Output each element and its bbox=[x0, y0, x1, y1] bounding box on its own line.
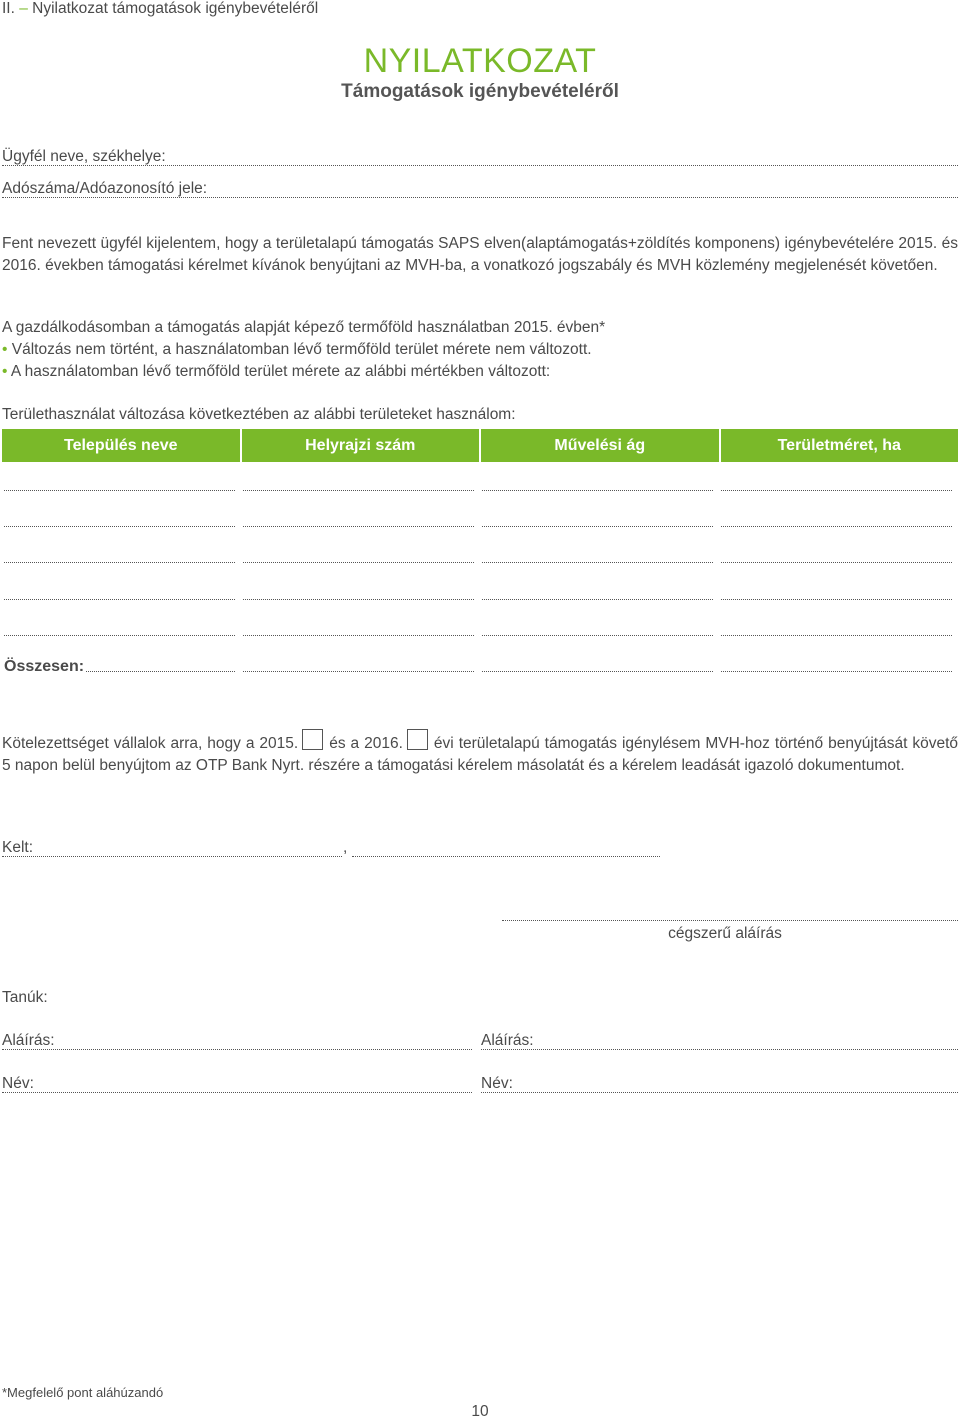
intro-paragraph: Fent nevezett ügyfél kijelentem, hogy a területalapú támogatás SAPS elven(alaptámogatás+zöldítés komponens) igénybevételére 2015. és 2016. években támogatási kérelmet kívánok benyújtani az MVH-ba, a vonatkozó jogszabály és MVH közlemény megjelenését követően. bbox=[2, 235, 958, 274]
client-name-label: Ügyfél neve, székhelye: bbox=[2, 148, 166, 165]
table-cell[interactable] bbox=[2, 656, 241, 676]
witnesses-label: Tanúk: bbox=[2, 989, 48, 1006]
usage-heading: A gazdálkodásomban a támogatás alapját képező termőföld használatban 2015. évben* bbox=[2, 319, 606, 336]
column-header-settlement: Település neve bbox=[2, 429, 242, 462]
table-row bbox=[2, 475, 958, 495]
column-header-parcel-number: Helyrajzi szám bbox=[242, 429, 482, 462]
kelt-separator: , bbox=[343, 839, 348, 856]
client-name-line bbox=[2, 165, 958, 166]
bullet-icon: • bbox=[2, 341, 8, 358]
company-signature-label: cégszerű aláírás bbox=[668, 925, 782, 942]
date-field[interactable] bbox=[352, 839, 660, 861]
witness1-signature-label: Aláírás: bbox=[2, 1032, 55, 1049]
table-cell[interactable] bbox=[480, 584, 719, 604]
page-number: 10 bbox=[471, 1403, 489, 1420]
usage-option-changed-text: A használatomban lévő termőföld terület mérete az alábbi mértékben változott: bbox=[10, 363, 551, 380]
table-row bbox=[2, 620, 958, 640]
table-cell[interactable] bbox=[241, 547, 480, 567]
table-cell[interactable] bbox=[2, 620, 241, 640]
witness1-name-field[interactable] bbox=[2, 1075, 472, 1097]
witness1-signature-field[interactable] bbox=[2, 1032, 472, 1054]
table-header bbox=[2, 429, 958, 462]
table-cell[interactable] bbox=[2, 475, 241, 495]
table-cell[interactable] bbox=[2, 511, 241, 531]
table-cell[interactable] bbox=[241, 620, 480, 640]
table-cell[interactable] bbox=[480, 547, 719, 567]
kelt-line bbox=[2, 856, 342, 857]
checkbox-2015[interactable] bbox=[302, 729, 323, 750]
table-cell[interactable] bbox=[241, 475, 480, 495]
table-cell[interactable] bbox=[719, 511, 958, 531]
witness1-name-label: Név: bbox=[2, 1075, 34, 1092]
usage-option-unchanged[interactable] bbox=[2, 341, 592, 359]
table-cell[interactable] bbox=[719, 584, 958, 604]
kelt-label: Kelt: bbox=[2, 839, 34, 856]
table-cell[interactable] bbox=[719, 620, 958, 640]
table-row bbox=[2, 547, 958, 567]
witness2-name-label: Név: bbox=[481, 1075, 513, 1092]
footnote: *Megfelelő pont aláhúzandó bbox=[2, 1385, 164, 1400]
commitment-part2: és a 2016. bbox=[329, 735, 403, 752]
table-cell[interactable] bbox=[480, 620, 719, 640]
page-subtitle: Támogatások igénybevételéről bbox=[341, 81, 619, 102]
witness2-signature-field[interactable] bbox=[481, 1032, 958, 1054]
client-tax-field[interactable] bbox=[2, 180, 958, 202]
client-tax-line bbox=[2, 197, 958, 198]
date-line bbox=[352, 856, 660, 857]
client-name-field[interactable] bbox=[2, 148, 958, 170]
date-place-field[interactable] bbox=[2, 839, 342, 861]
table-cell[interactable] bbox=[241, 584, 480, 604]
witness2-signature-label: Aláírás: bbox=[481, 1032, 534, 1049]
table-cell[interactable] bbox=[480, 475, 719, 495]
table-cell[interactable] bbox=[719, 656, 958, 676]
table-row bbox=[2, 584, 958, 604]
client-tax-label: Adószáma/Adóazonosító jele: bbox=[2, 180, 208, 197]
usage-option-unchanged-text: Változás nem történt, a használatomban lévő termőföld terület mérete nem változott. bbox=[11, 341, 592, 358]
section-number: II. bbox=[2, 0, 15, 17]
page-title: NYILATKOZAT bbox=[363, 42, 597, 80]
table-cell[interactable] bbox=[241, 656, 480, 676]
checkbox-2016[interactable] bbox=[407, 729, 428, 750]
running-header bbox=[2, 0, 318, 18]
table-cell[interactable] bbox=[241, 511, 480, 531]
bullet-icon: • bbox=[2, 363, 8, 380]
table-cell[interactable] bbox=[719, 547, 958, 567]
section-title: Nyilatkozat támogatások igénybevételéről bbox=[32, 0, 319, 17]
total-label: Összesen: bbox=[4, 658, 85, 675]
commitment-part3: évi területalapú támogatás igénylésem MVH-hoz történő benyújtását követő 5 napon belül benyújtom az OTP Bank Nyrt. részére a támogatási kérelem másolatát és a kérelem leadását igazoló dokumentumot. bbox=[2, 735, 958, 774]
column-header-cultivation: Művelési ág bbox=[481, 429, 721, 462]
table-intro: Területhasználat változása következtében az alábbi területeket használom: bbox=[2, 406, 516, 423]
table-cell[interactable] bbox=[719, 475, 958, 495]
usage-option-changed[interactable] bbox=[2, 363, 550, 381]
table-cell[interactable] bbox=[480, 511, 719, 531]
table-cell[interactable] bbox=[480, 656, 719, 676]
commitment-paragraph bbox=[2, 729, 958, 777]
table-total-row bbox=[2, 656, 958, 676]
table-cell[interactable] bbox=[2, 547, 241, 567]
commitment-part1: Kötelezettséget vállalok arra, hogy a 2015. bbox=[2, 735, 299, 752]
company-signature-line[interactable] bbox=[502, 903, 958, 925]
table-cell[interactable] bbox=[2, 584, 241, 604]
column-header-area: Területméret, ha bbox=[721, 429, 959, 462]
table-row bbox=[2, 511, 958, 531]
witness2-name-field[interactable] bbox=[481, 1075, 958, 1097]
header-dash: – bbox=[19, 0, 28, 17]
